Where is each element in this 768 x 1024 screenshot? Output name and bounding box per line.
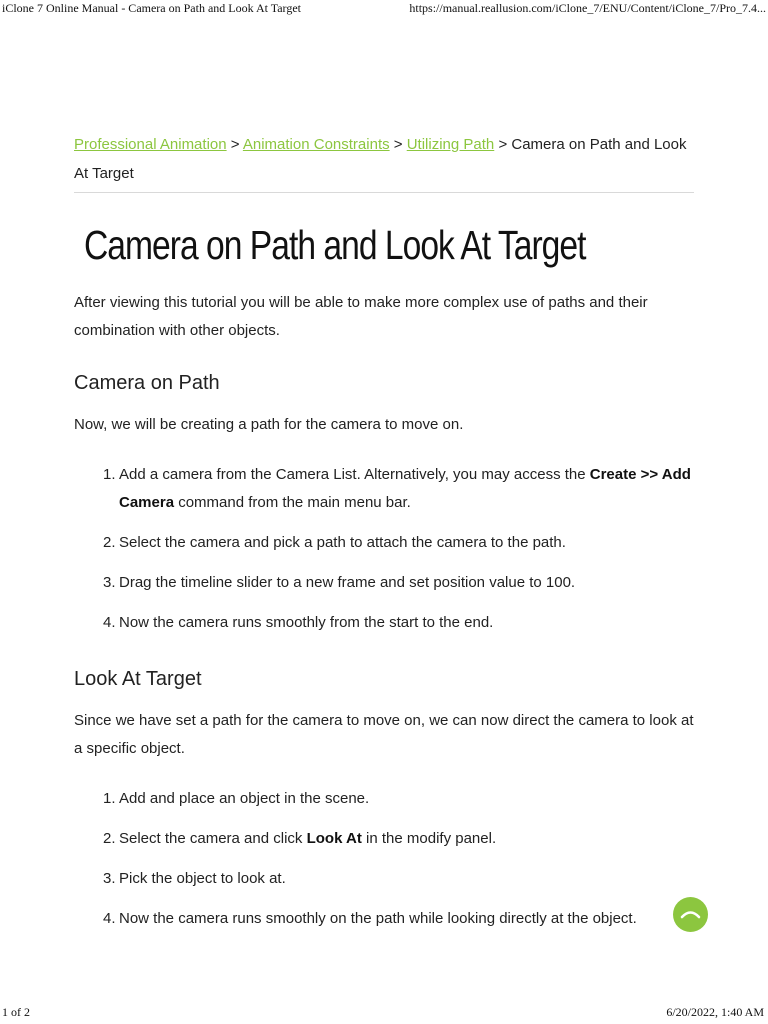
step-text: Add and place an object in the scene. bbox=[119, 790, 370, 807]
section-heading-look-at-target: Look At Target bbox=[74, 668, 202, 690]
section-heading-camera-on-path: Camera on Path bbox=[74, 372, 220, 394]
step-number: 4. bbox=[103, 614, 116, 631]
back-to-top-button[interactable] bbox=[673, 897, 708, 932]
list-item bbox=[103, 569, 694, 597]
step-text: Pick the object to look at. bbox=[119, 870, 286, 887]
list-item bbox=[103, 905, 694, 933]
step-number: 2. bbox=[103, 534, 116, 551]
step-number: 1. bbox=[103, 466, 116, 483]
breadcrumb-current: Camera on Path and Look At Target bbox=[74, 136, 687, 182]
list-item bbox=[103, 785, 694, 813]
section-paragraph: Since we have set a path for the camera to move on, we can now direct the camera to look at a specific object. bbox=[74, 712, 694, 757]
breadcrumb-separator: > bbox=[393, 136, 403, 153]
print-page-number: 1 of 2 bbox=[2, 1005, 30, 1019]
section-paragraph: Now, we will be creating a path for the camera to move on. bbox=[74, 416, 464, 433]
step-number: 1. bbox=[103, 790, 116, 807]
step-text: Add a camera from the Camera List. Alternatively, you may access the Create >> Add Camera command from the main menu bar. bbox=[119, 466, 691, 511]
print-footer bbox=[0, 1004, 768, 1024]
step-number: 3. bbox=[103, 870, 116, 887]
breadcrumb-link-professional-animation[interactable]: Professional Animation bbox=[74, 136, 227, 153]
camera-on-path-steps bbox=[103, 461, 694, 637]
step-text: Now the camera runs smoothly from the start to the end. bbox=[119, 614, 494, 631]
list-item bbox=[103, 529, 694, 557]
step-text: Select the camera and click Look At in the modify panel. bbox=[119, 830, 497, 847]
chevron-up-icon bbox=[673, 897, 708, 932]
step-number: 4. bbox=[103, 910, 116, 927]
breadcrumb-link-animation-constraints[interactable]: Animation Constraints bbox=[242, 136, 390, 153]
print-datetime: 6/20/2022, 1:40 AM bbox=[666, 1005, 764, 1019]
print-header bbox=[0, 0, 768, 20]
step-number: 3. bbox=[103, 574, 116, 591]
step-text: Select the camera and pick a path to attach the camera to the path. bbox=[119, 534, 566, 551]
breadcrumb-separator: > bbox=[498, 136, 508, 153]
breadcrumb bbox=[74, 130, 694, 193]
breadcrumb-link-utilizing-path[interactable]: Utilizing Path bbox=[406, 136, 495, 153]
article bbox=[74, 130, 694, 945]
list-item bbox=[103, 461, 694, 517]
look-at-target-steps bbox=[103, 785, 694, 933]
step-text: Drag the timeline slider to a new frame and set position value to 100. bbox=[119, 574, 576, 591]
print-page-title: iClone 7 Online Manual - Camera on Path and Look At Target bbox=[2, 1, 301, 15]
page-title: Camera on Path and Look At Target bbox=[84, 222, 586, 268]
print-page-url: https://manual.reallusion.com/iClone_7/ENU/Content/iClone_7/Pro_7.4... bbox=[409, 1, 766, 15]
list-item bbox=[103, 609, 694, 637]
step-number: 2. bbox=[103, 830, 116, 847]
list-item bbox=[103, 865, 694, 893]
step-text: Now the camera runs smoothly on the path while looking directly at the object. bbox=[119, 910, 637, 927]
step-bold-text: Create >> Add Camera bbox=[119, 466, 691, 511]
step-bold-text: Look At bbox=[306, 830, 362, 847]
intro-paragraph: After viewing this tutorial you will be able to make more complex use of paths and their combination with other objects. bbox=[74, 294, 648, 339]
list-item bbox=[103, 825, 694, 853]
breadcrumb-separator: > bbox=[230, 136, 240, 153]
